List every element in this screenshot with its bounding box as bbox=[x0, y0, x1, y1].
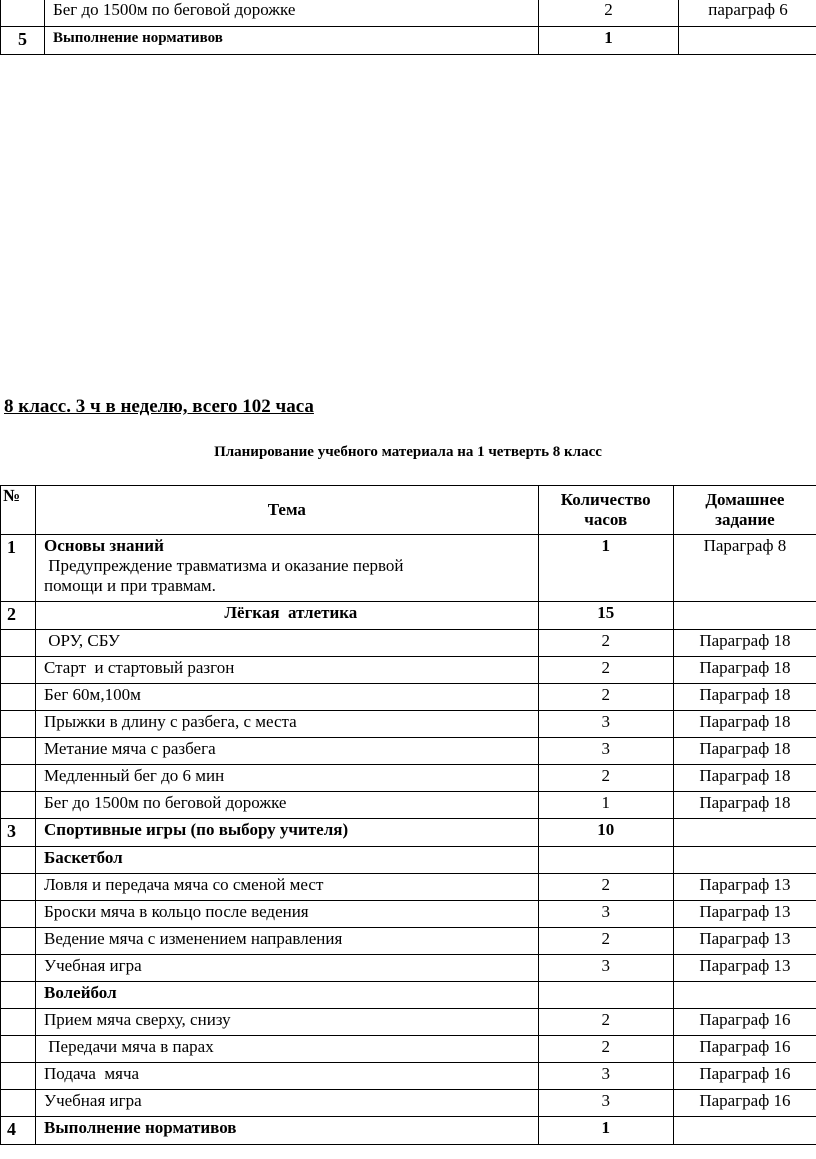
section-title: Лёгкая атлетика bbox=[36, 602, 539, 630]
row-number bbox=[1, 765, 36, 792]
row-homework: Параграф 13 bbox=[673, 901, 816, 928]
row-hours: 2 bbox=[538, 684, 673, 711]
row-topic: Учебная игра bbox=[36, 1090, 539, 1117]
row-homework bbox=[673, 847, 816, 874]
row-hours: 2 bbox=[538, 1036, 673, 1063]
section-hours: 1 bbox=[538, 535, 673, 602]
header-homework: Домашнее задание bbox=[673, 486, 816, 535]
subsection-title: Волейбол bbox=[36, 982, 539, 1009]
row-topic: Бег до 1500м по беговой дорожке bbox=[36, 792, 539, 819]
section-row bbox=[1, 819, 816, 847]
row-number bbox=[1, 1063, 36, 1090]
row-hours: 2 bbox=[538, 765, 673, 792]
row-topic: Прыжки в длину с разбега, с места bbox=[36, 711, 539, 738]
row-homework: Параграф 16 bbox=[673, 1036, 816, 1063]
row-homework: Параграф 13 bbox=[673, 955, 816, 982]
table-row bbox=[1, 1009, 816, 1036]
table-row bbox=[1, 657, 816, 684]
section-row bbox=[1, 535, 816, 602]
table-row bbox=[1, 1036, 816, 1063]
row-homework: Параграф 18 bbox=[673, 657, 816, 684]
table-row bbox=[1, 0, 816, 27]
row-hours: 2 bbox=[538, 657, 673, 684]
row-hours: 3 bbox=[538, 738, 673, 765]
section-row bbox=[1, 602, 816, 630]
header-number: № bbox=[1, 486, 36, 535]
row-number bbox=[1, 1009, 36, 1036]
row-number bbox=[1, 684, 36, 711]
row-number bbox=[1, 955, 36, 982]
table-row bbox=[1, 792, 816, 819]
row-homework: Параграф 18 bbox=[673, 765, 816, 792]
row-number bbox=[1, 792, 36, 819]
header-topic: Тема bbox=[36, 486, 539, 535]
table-row bbox=[1, 711, 816, 738]
row-homework bbox=[673, 982, 816, 1009]
grade-heading: 8 класс. 3 ч в неделю, всего 102 часа bbox=[4, 396, 314, 417]
row-number bbox=[1, 1036, 36, 1063]
row-hours: 3 bbox=[538, 711, 673, 738]
row-homework: Параграф 18 bbox=[673, 711, 816, 738]
subsection-row bbox=[1, 847, 816, 874]
row-hours: 2 bbox=[538, 928, 673, 955]
section-title: Спортивные игры (по выбору учителя) bbox=[36, 819, 539, 847]
section-number: 1 bbox=[1, 535, 36, 602]
subsection-title: Баскетбол bbox=[36, 847, 539, 874]
row-topic: Старт и стартовый разгон bbox=[36, 657, 539, 684]
row-hours: 3 bbox=[538, 1090, 673, 1117]
table-row bbox=[1, 684, 816, 711]
table-row bbox=[1, 630, 816, 657]
row-hours: 3 bbox=[538, 955, 673, 982]
row-hours: 1 bbox=[538, 792, 673, 819]
section-homework bbox=[673, 819, 816, 847]
row-topic: Подача мяча bbox=[36, 1063, 539, 1090]
table-row bbox=[1, 27, 816, 55]
table-row bbox=[1, 928, 816, 955]
previous-grade-table bbox=[0, 0, 816, 55]
row-hours bbox=[538, 982, 673, 1009]
row-topic: Ловля и передача мяча со сменой мест bbox=[36, 874, 539, 901]
row-homework: Параграф 13 bbox=[673, 874, 816, 901]
row-homework: Параграф 18 bbox=[673, 684, 816, 711]
row-topic: Броски мяча в кольцо после ведения bbox=[36, 901, 539, 928]
row-topic: Медленный бег до 6 мин bbox=[36, 765, 539, 792]
row-topic: Метание мяча с разбега bbox=[36, 738, 539, 765]
row-topic: ОРУ, СБУ bbox=[36, 630, 539, 657]
table-row bbox=[1, 738, 816, 765]
row-homework: Параграф 18 bbox=[673, 792, 816, 819]
section-text-line: Предупреждение травматизма и оказание первой bbox=[44, 556, 404, 575]
row-hours bbox=[538, 847, 673, 874]
section-row bbox=[1, 1117, 816, 1145]
row-topic: Выполнение нормативов bbox=[45, 27, 539, 55]
row-number bbox=[1, 711, 36, 738]
row-number bbox=[1, 874, 36, 901]
section-homework: Параграф 8 bbox=[673, 535, 816, 602]
plan-subheading: Планирование учебного материала на 1 четверть 8 класс bbox=[214, 444, 602, 460]
section-hours: 10 bbox=[538, 819, 673, 847]
row-topic: Прием мяча сверху, снизу bbox=[36, 1009, 539, 1036]
table-row bbox=[1, 874, 816, 901]
row-homework: Параграф 18 bbox=[673, 738, 816, 765]
section-title: Основы знаний bbox=[44, 536, 164, 555]
row-homework: Параграф 18 bbox=[673, 630, 816, 657]
row-number bbox=[1, 630, 36, 657]
subsection-row bbox=[1, 982, 816, 1009]
row-topic: Учебная игра bbox=[36, 955, 539, 982]
row-homework: Параграф 16 bbox=[673, 1009, 816, 1036]
section-hours: 15 bbox=[538, 602, 673, 630]
row-topic: Ведение мяча с изменением направления bbox=[36, 928, 539, 955]
row-homework: параграф 6 bbox=[679, 0, 816, 27]
section-text-line: помощи и при травмам. bbox=[44, 576, 216, 595]
row-homework: Параграф 16 bbox=[673, 1090, 816, 1117]
section-topic bbox=[36, 535, 539, 602]
row-number: 5 bbox=[1, 27, 45, 55]
row-number bbox=[1, 0, 45, 27]
row-number bbox=[1, 928, 36, 955]
row-topic: Бег до 1500м по беговой дорожке bbox=[45, 0, 539, 27]
section-hours: 1 bbox=[538, 1117, 673, 1145]
row-number bbox=[1, 738, 36, 765]
row-homework: Параграф 13 bbox=[673, 928, 816, 955]
section-number: 2 bbox=[1, 602, 36, 630]
row-hours: 2 bbox=[539, 0, 679, 27]
row-number bbox=[1, 1090, 36, 1117]
row-hours: 3 bbox=[538, 1063, 673, 1090]
row-number bbox=[1, 847, 36, 874]
section-number: 3 bbox=[1, 819, 36, 847]
section-title: Выполнение нормативов bbox=[36, 1117, 539, 1145]
table-row bbox=[1, 765, 816, 792]
plan-table bbox=[0, 485, 816, 1145]
table-row bbox=[1, 1090, 816, 1117]
row-homework bbox=[679, 27, 816, 55]
row-hours: 1 bbox=[539, 27, 679, 55]
row-number bbox=[1, 901, 36, 928]
row-topic: Передачи мяча в парах bbox=[36, 1036, 539, 1063]
row-hours: 2 bbox=[538, 1009, 673, 1036]
section-number: 4 bbox=[1, 1117, 36, 1145]
row-homework: Параграф 16 bbox=[673, 1063, 816, 1090]
header-hours: Количество часов bbox=[538, 486, 673, 535]
table-header-row bbox=[1, 486, 816, 535]
row-topic: Бег 60м,100м bbox=[36, 684, 539, 711]
section-homework bbox=[673, 1117, 816, 1145]
table-row bbox=[1, 1063, 816, 1090]
table-row bbox=[1, 901, 816, 928]
table-row bbox=[1, 955, 816, 982]
row-number bbox=[1, 657, 36, 684]
row-hours: 2 bbox=[538, 630, 673, 657]
section-homework bbox=[673, 602, 816, 630]
row-hours: 3 bbox=[538, 901, 673, 928]
row-number bbox=[1, 982, 36, 1009]
row-hours: 2 bbox=[538, 874, 673, 901]
